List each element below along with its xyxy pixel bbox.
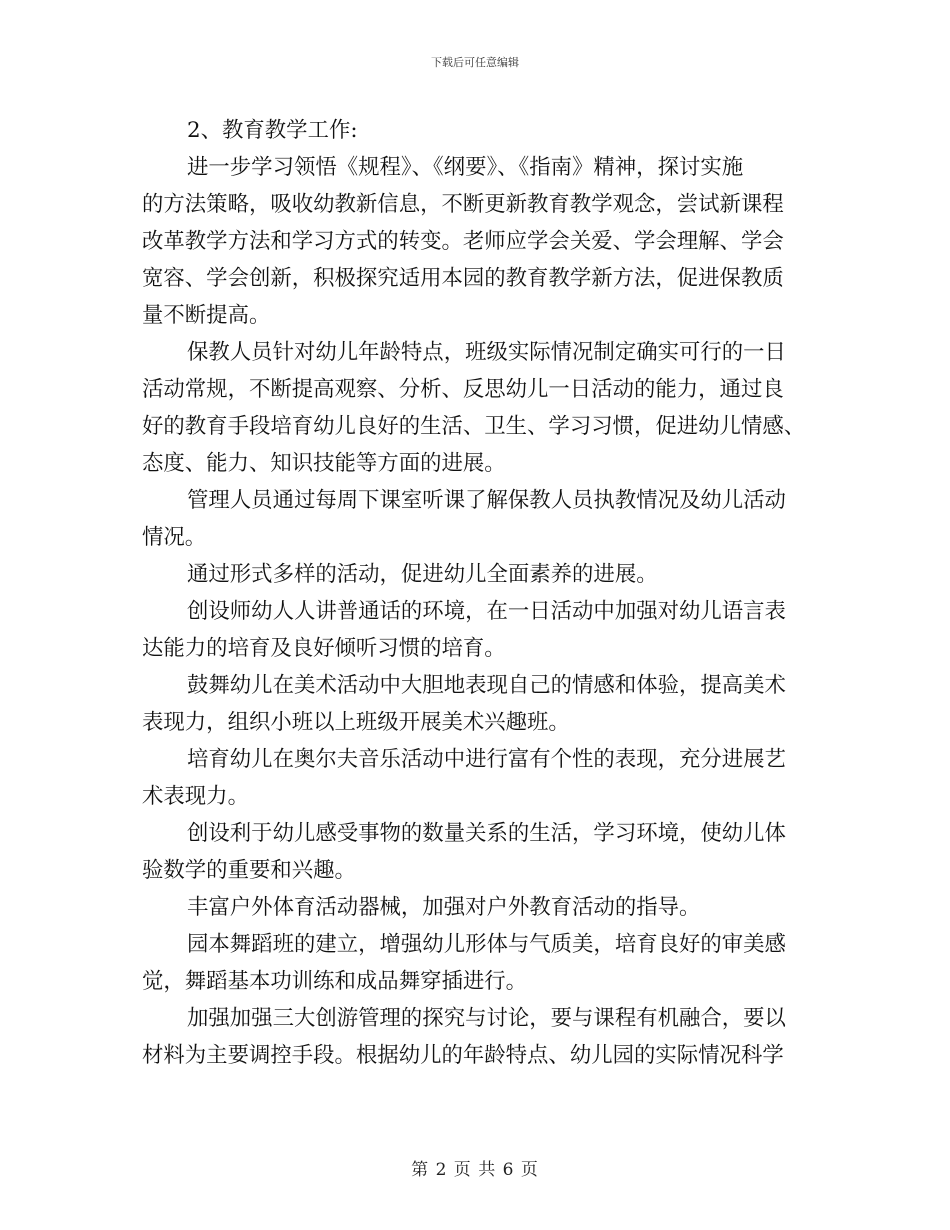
text-line: 加强加强三大创游管理的探究与讨论，要与课程有机融合，要以 xyxy=(187,1006,786,1031)
text-line: 改革教学方法和学习方式的转变。老师应学会关爱、学会理解、学会 xyxy=(142,229,784,254)
page-number: 第 2 页 共 6 页 xyxy=(411,1160,539,1180)
document-body xyxy=(142,112,807,1074)
text-line: 好的教育手段培育幼儿良好的生活、卫生、学习习惯，促进幼儿情感、 xyxy=(142,414,806,439)
text-line: 态度、能力、知识技能等方面的进展。 xyxy=(142,451,506,476)
text-line: 表现力，组织小班以上班级开展美术兴趣班。 xyxy=(142,710,570,735)
text-line: 达能力的培育及良好倾听习惯的培育。 xyxy=(142,636,506,661)
text-line: 丰富户外体育活动器械，加强对户外教育活动的指导。 xyxy=(187,895,701,920)
text-line: 材料为主要调控手段。根据幼儿的年龄特点、幼儿园的实际情况科学 xyxy=(142,1043,784,1068)
text-line: 的方法策略，吸收幼教新信息，不断更新教育教学观念，尝试新课程 xyxy=(142,192,784,217)
page-header-note: 下载后可任意编辑 xyxy=(431,56,519,69)
text-line: 术表现力。 xyxy=(142,784,249,809)
text-line: 创设利于幼儿感受事物的数量关系的生活，学习环境，使幼儿体 xyxy=(187,821,786,846)
text-line: 量不断提高。 xyxy=(142,303,271,328)
text-line: 进一步学习领悟《规程》、《纲要》、《指南》精神，探讨实施 xyxy=(187,155,744,180)
text-line: 培育幼儿在奥尔夫音乐活动中进行富有个性的表现，充分进展艺 xyxy=(187,747,786,772)
text-line: 活动常规，不断提高观察、分析、反思幼儿一日活动的能力，通过良 xyxy=(142,377,784,402)
section-heading: 2、教育教学工作: xyxy=(187,118,358,143)
text-line: 园本舞蹈班的建立，增强幼儿形体与气质美，培育良好的审美感 xyxy=(187,932,786,957)
text-line: 验数学的重要和兴趣。 xyxy=(142,858,356,883)
text-line: 宽容、学会创新，积极探究适用本园的教育教学新方法，促进保教质 xyxy=(142,266,784,291)
text-line: 创设师幼人人讲普通话的环境，在一日活动中加强对幼儿语言表 xyxy=(187,599,786,624)
text-line: 保教人员针对幼儿年龄特点，班级实际情况制定确实可行的一日 xyxy=(187,340,786,365)
text-line: 觉，舞蹈基本功训练和成品舞穿插进行。 xyxy=(142,969,528,994)
text-line: 通过形式多样的活动，促进幼儿全面素养的进展。 xyxy=(187,562,658,587)
text-line: 鼓舞幼儿在美术活动中大胆地表现自己的情感和体验，提高美术 xyxy=(187,673,786,698)
text-line: 情况。 xyxy=(142,525,207,550)
text-line: 管理人员通过每周下课室听课了解保教人员执教情况及幼儿活动 xyxy=(187,488,786,513)
